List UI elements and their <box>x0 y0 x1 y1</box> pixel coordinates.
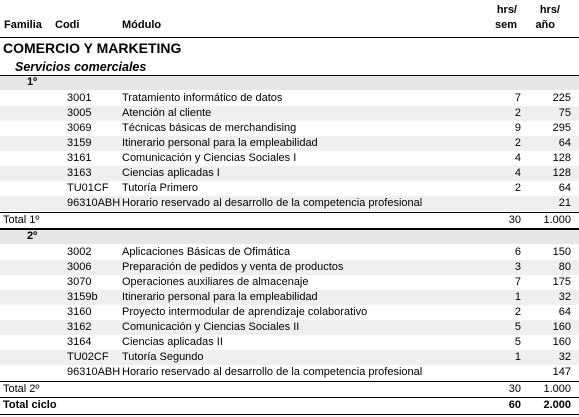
table-row <box>0 166 579 181</box>
module-name: Proyecto intermodular de aprendizaje colaborativo <box>122 306 368 318</box>
family-title: COMERCIO Y MARKETING <box>3 40 182 56</box>
module-name: Tratamiento informático de datos <box>122 92 283 104</box>
hours-per-year: 80 <box>558 261 571 273</box>
table-row <box>0 181 579 196</box>
module-name: Itinerario personal para la empleabilidad <box>122 137 318 149</box>
header-hrs-ano-line2: año <box>535 19 555 31</box>
module-code: TU01CF <box>67 182 109 194</box>
header-hrs-sem-line2: sem <box>494 19 517 31</box>
hours-per-year: 225 <box>552 92 571 104</box>
table-row <box>0 91 579 106</box>
year1-total-hs: 30 <box>508 214 521 226</box>
hours-per-week: 4 <box>514 152 521 164</box>
module-code: TU02CF <box>67 351 109 363</box>
hours-per-week: 1 <box>514 291 521 303</box>
year2-level-band <box>0 230 579 244</box>
module-code: 3160 <box>67 306 92 318</box>
grand-total-ha: 2.000 <box>543 399 571 411</box>
module-code: 3161 <box>67 152 92 164</box>
module-name: Preparación de pedidos y venta de productos <box>122 261 344 273</box>
grand-total-row <box>0 398 579 413</box>
hours-per-week: 4 <box>514 167 521 179</box>
year1-total-label: Total 1º <box>3 214 40 226</box>
header-modulo: Módulo <box>122 19 162 31</box>
year1-total-row <box>0 213 579 228</box>
hours-per-week: 6 <box>514 246 521 258</box>
module-code: 3159b <box>67 291 98 303</box>
year1-label: 1º <box>27 76 38 88</box>
module-code: 3163 <box>67 167 92 179</box>
hours-per-year: 150 <box>552 246 571 258</box>
header-codi: Codi <box>55 19 80 31</box>
year2-total-label: Total 2º <box>3 383 40 395</box>
module-code: 3070 <box>67 276 92 288</box>
hours-per-year: 160 <box>552 336 571 348</box>
table-row <box>0 136 579 151</box>
module-name: Horario reservado al desarrollo de la competencia profesional <box>122 197 423 209</box>
hours-per-year: 32 <box>558 351 571 363</box>
module-code: 3162 <box>67 321 92 333</box>
hours-per-week: 1 <box>514 351 521 363</box>
hours-per-year: 128 <box>552 167 571 179</box>
hours-per-week: 2 <box>514 107 521 119</box>
hours-per-week: 3 <box>514 261 521 273</box>
table-row <box>0 275 579 290</box>
year1-level-band <box>0 76 579 90</box>
header-familia: Familia <box>4 19 42 31</box>
table-row <box>0 121 579 136</box>
hours-per-week: 2 <box>514 137 521 149</box>
table-row <box>0 196 579 211</box>
year2-total-ha: 1.000 <box>543 383 571 395</box>
hours-per-year: 64 <box>558 306 571 318</box>
year2-total-hs: 30 <box>508 383 521 395</box>
module-name: Itinerario personal para la empleabilidad <box>122 291 318 303</box>
hours-per-year: 32 <box>558 291 571 303</box>
module-name: Tutoría Segundo <box>122 351 204 363</box>
module-name: Atención al cliente <box>122 107 212 119</box>
module-code: 96310ABH <box>67 197 120 209</box>
module-name: Comunicación y Ciencias Sociales II <box>122 321 300 333</box>
hours-per-year: 295 <box>552 122 571 134</box>
table-row <box>0 335 579 350</box>
module-name: Comunicación y Ciencias Sociales I <box>122 152 297 164</box>
table-row <box>0 305 579 320</box>
year2-total-row <box>0 382 579 397</box>
bottom-divider <box>0 414 579 415</box>
module-name: Aplicaciones Básicas de Ofimática <box>122 246 291 258</box>
table-row <box>0 260 579 275</box>
module-code: 3159 <box>67 137 92 149</box>
subfamily-title: Servicios comerciales <box>15 60 147 74</box>
hours-per-week: 2 <box>514 182 521 194</box>
module-code: 3002 <box>67 246 92 258</box>
module-name: Ciencias aplicadas II <box>122 336 223 348</box>
hours-per-year: 147 <box>552 366 571 378</box>
table-row <box>0 290 579 305</box>
year1-total-ha: 1.000 <box>543 214 571 226</box>
module-code: 3001 <box>67 92 92 104</box>
table-row <box>0 365 579 380</box>
module-code: 3069 <box>67 122 92 134</box>
module-name: Operaciones auxiliares de almacenaje <box>122 276 309 288</box>
module-code: 3006 <box>67 261 92 273</box>
hours-per-week: 5 <box>514 321 521 333</box>
table-row <box>0 245 579 260</box>
hours-per-year: 160 <box>552 321 571 333</box>
module-name: Técnicas básicas de merchandising <box>122 122 297 134</box>
hours-per-year: 75 <box>558 107 571 119</box>
hours-per-year: 64 <box>558 137 571 149</box>
hours-per-week: 9 <box>514 122 521 134</box>
hours-per-year: 175 <box>552 276 571 288</box>
module-code: 3005 <box>67 107 92 119</box>
hours-per-year: 128 <box>552 152 571 164</box>
hours-per-week: 7 <box>514 276 521 288</box>
header-hrs-ano-line1: hrs/ <box>539 4 560 16</box>
header-divider <box>0 37 579 38</box>
module-name: Horario reservado al desarrollo de la competencia profesional <box>122 366 423 378</box>
table-row <box>0 350 579 365</box>
table-row <box>0 106 579 121</box>
hours-per-year: 64 <box>558 182 571 194</box>
grand-total-hs: 60 <box>508 399 521 411</box>
header-hrs-sem-line1: hrs/ <box>496 4 517 16</box>
hours-per-week: 7 <box>514 92 521 104</box>
module-code: 3164 <box>67 336 92 348</box>
table-row <box>0 320 579 335</box>
table-row <box>0 151 579 166</box>
module-name: Ciencias aplicadas I <box>122 167 220 179</box>
hours-per-week: 5 <box>514 336 521 348</box>
year2-label: 2º <box>27 230 38 242</box>
hours-per-year: 21 <box>558 197 571 209</box>
module-name: Tutoría Primero <box>122 182 199 194</box>
module-code: 96310ABH <box>67 366 120 378</box>
hours-per-week: 2 <box>514 306 521 318</box>
grand-total-label: Total ciclo <box>3 399 57 411</box>
